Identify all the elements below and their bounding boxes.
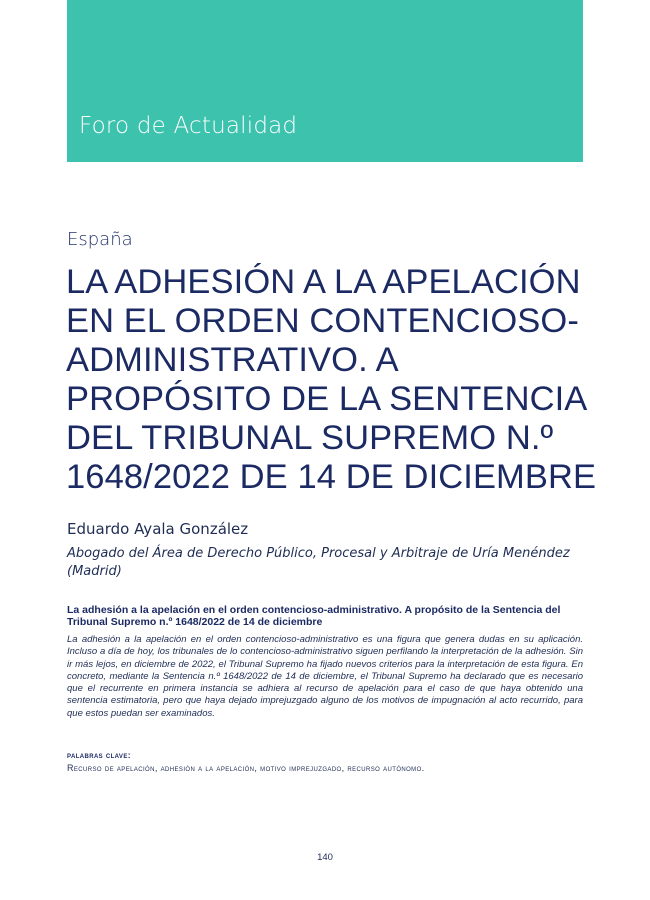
article-country: España — [67, 229, 133, 250]
title-line: PROPÓSITO DE LA SENTENCIA — [66, 380, 588, 418]
section-title: Foro de Actualidad — [79, 113, 298, 139]
page-number: 140 — [317, 852, 333, 863]
author-affiliation: Abogado del Área de Derecho Público, Procesal y Arbitraje de Uría Menéndez (Madrid) — [67, 546, 570, 579]
article-title — [66, 263, 596, 497]
keywords-label: palabras clave: — [67, 750, 131, 760]
title-line: 1648/2022 DE 14 DE DICIEMBRE — [66, 458, 597, 496]
keywords-list: Recurso de apelación, adhesión a la apelación, motivo imprejuzgado, recurso autónomo. — [67, 763, 425, 773]
author-name: Eduardo Ayala González — [67, 520, 249, 538]
abstract-title: La adhesión a la apelación en el orden contencioso-administrativo. A propósito de la Sentencia del Tribunal Supremo n.º 1648/2022 de 14 de diciembre — [67, 604, 561, 628]
abstract-body: La adhesión a la apelación en el orden contencioso-administrativo es una figura que genera dudas en su aplicación. Incluso a día de hoy, los tribunales de lo contencioso-administrativo siguen perfilando la interpretación de la adhesión. Sin ir más lejos, en diciembre de 2022, el Tribunal Supremo ha fijado nuevos criterios para la interpretación de esta figura. En concreto, mediante la Sentencia n.º 1648/2022 de 14 de diciembre, el Tribunal Supremo ha declarado que es necesario que el recurrente en primera instancia se adhiera al recurso de apelación para el caso de que haya obtenido una sentencia estimatoria, pero que haya dejado imprejuzgado alguno de los motivos de impugnación al acto recurrido, para que estos puedan ser examinados. — [67, 634, 583, 719]
title-line: ADMINISTRATIVO. A — [66, 341, 399, 379]
title-line: LA ADHESIÓN A LA APELACIÓN — [66, 263, 581, 301]
section-banner — [67, 0, 583, 162]
title-line: DEL TRIBUNAL SUPREMO N.º — [66, 419, 554, 457]
title-line: EN EL ORDEN CONTENCIOSO- — [66, 302, 579, 340]
